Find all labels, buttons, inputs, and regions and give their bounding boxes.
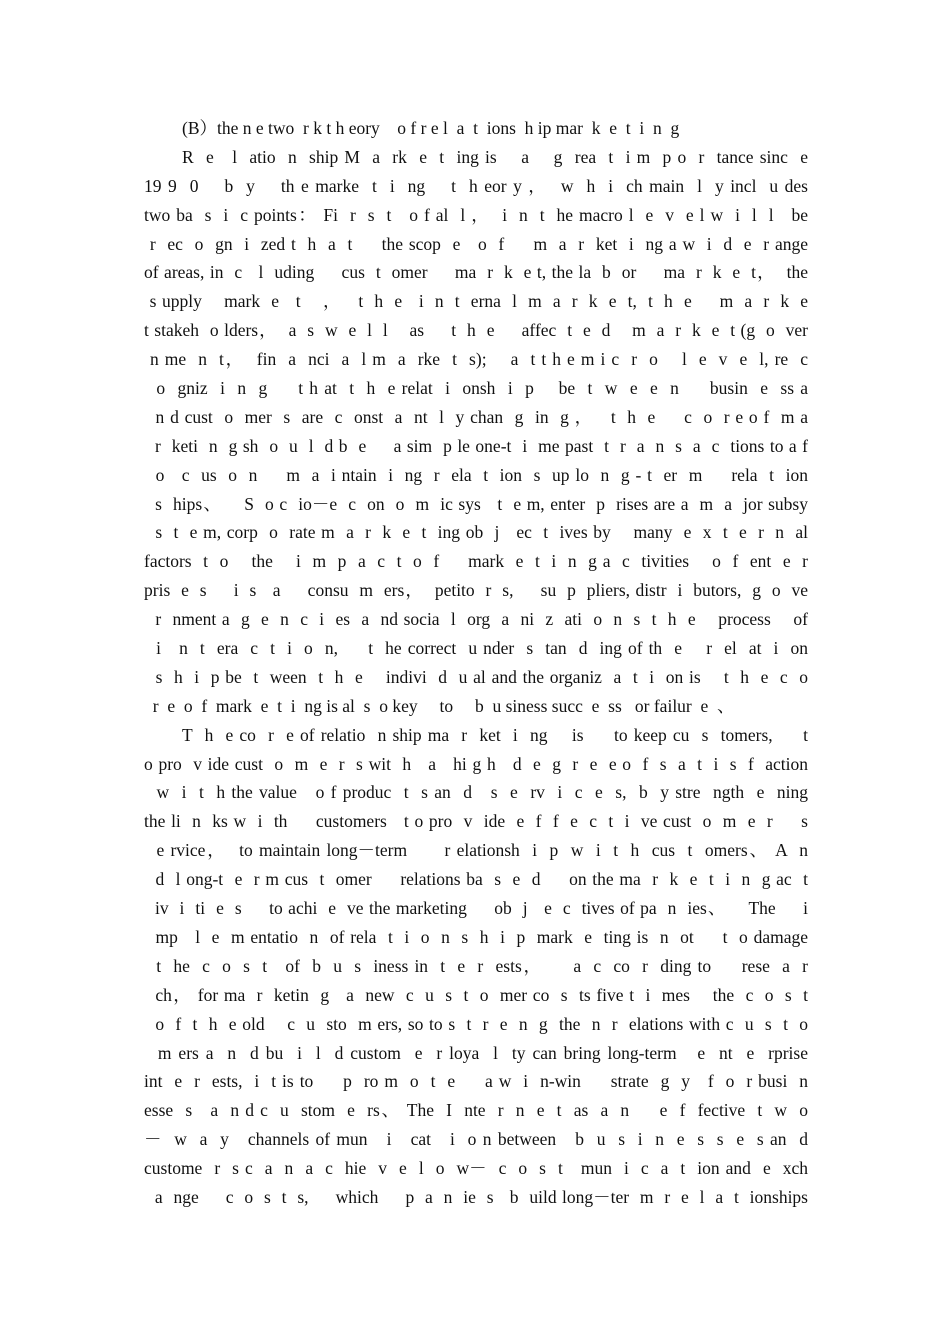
paragraph-1-line: s t e m, corp o rate m a r k e t ing ob j ec t ives by many e x t e r n al — [144, 522, 808, 543]
paragraph-2-line: esse s a n d c u stom e rs、 The I nte r n e t as a n e f fective t w o — [144, 1100, 808, 1121]
paragraph-1-line: r nment a g e n c i es a nd socia l org a ni z ati o n s t h e process of — [144, 609, 808, 630]
paragraph-2-line: t he c o s t of b u s iness in t e r ests， a c co r ding to rese a r — [144, 955, 808, 976]
paragraph-1-line: n me n t， fin a nci a l m a rke t s); a t t h e m i c r o l e v e l, re c — [144, 349, 808, 370]
paragraph-1-line: factors t o the i m p a c t o f mark e t i n g a c tivities o f ent e r — [144, 551, 808, 572]
paragraph-1-line: pris e s i s a consu m ers， petito r s, su p pliers, distr i butors, g o ve — [144, 580, 808, 601]
paragraph-1-line: r e o f mark e t i ng is al s o key to b u siness succ e ss or failur e 、 — [144, 695, 735, 716]
paragraph-1-line: s hips、 S o c io－e c on o m ic sys t e m, enter p rises are a m a jor subsy — [144, 493, 808, 514]
paragraph-2-line: the li n ks w i th customers t o pro v ide e f f e c t i ve cust o m e r s — [144, 811, 808, 832]
paragraph-1 — [144, 143, 808, 721]
paragraph-2-line: custome r s c a n a c hie v e l o w－ c o s t mun i c a t ion and e xch — [144, 1158, 808, 1179]
paragraph-1-line: t stakeh o lders， a s w e l l as t h e affec t e d m a r k e t (g o ver — [144, 320, 808, 341]
paragraph-2-line: T h e co r e of relatio n ship ma r ket i ng is to keep cu s tomers, t — [182, 724, 808, 745]
section-heading: (B）the n e two r k t h eory o f r e l a t ions h ip mar k e t i n g — [182, 118, 680, 138]
paragraph-1-line: of areas, in c l uding cus t omer ma r k e t, the la b or ma r k e t， the — [144, 262, 808, 283]
paragraph-2-line: － w a y channels of mun i cat i o n between b u s i n e s s e s an d — [144, 1129, 808, 1150]
paragraph-2-line: d l ong-t e r m cus t omer relations ba s e d on the ma r k e t i n g ac t — [144, 869, 808, 890]
paragraph-1-line: i n t era c t i o n, t he correct u nder s tan d ing of th e r el at i on — [144, 638, 808, 659]
paragraph-1-line: o c us o n m a i ntain i ng r ela t ion s up lo n g - t er m rela t ion — [144, 464, 808, 485]
paragraph-2-line: w i t h the value o f produc t s an d s e rv i c e s, b y stre ngth e ning — [144, 782, 808, 803]
paragraph-2 — [144, 721, 808, 1212]
paragraph-1-line: s h i p be t ween t h e indivi d u al and the organiz a t i on is t h e c o — [144, 666, 808, 687]
paragraph-1-line: R e l atio n ship M a rk e t ing is a g rea t i m p o r tance sinc e — [182, 146, 808, 167]
paragraph-1-line: r ec o gn i zed t h a t the scop e o f m a r ket i ng a w i d e r ange — [144, 233, 808, 254]
paragraph-1-line: s upply mark e t ， t h e i n t erna l m a r k e t, t h e m a r k e — [144, 291, 808, 312]
paragraph-2-line: o f t h e old c u sto m ers, so to s t r e n g the n r elations with c u s t o — [144, 1013, 808, 1034]
paragraph-2-line: mp l e m entatio n of rela t i o n s h i p mark e ting is n ot t o damage — [144, 926, 808, 947]
paragraph-1-line: r keti n g sh o u l d b e a sim p le one-t i me past t r a n s a c tions to a f — [144, 435, 808, 456]
paragraph-2-line: e rvice， to maintain long－term r elationsh i p w i t h cus t omers、 A n — [144, 840, 808, 861]
document-body — [144, 114, 808, 1212]
paragraph-1-line: o gniz i n g t h at t h e relat i onsh i p be t w e e n busin e ss a — [144, 378, 808, 399]
paragraph-2-line: iv i ti e s to achi e ve the marketing ob j e c tives of pa n ies、 The i — [144, 898, 808, 919]
paragraph-2-line: ch， for ma r ketin g a new c u s t o mer co s ts five t i mes the c o s t — [144, 984, 808, 1005]
paragraph-2-line: m ers a n d bu i l d custom e r loya l ty can bring long-term e nt e rprise — [144, 1042, 808, 1063]
paragraph-2-line: int e r ests, i t is to p ro m o t e a w i n-win strate g y f o r busi n — [144, 1071, 808, 1092]
paragraph-2-line: o pro v ide cust o m e r s wit h a hi g h d e g r e e o f s a t i s f action — [144, 753, 808, 774]
paragraph-1-line: 19 9 0 b y th e marke t i ng t h eor y ， w h i ch main l y incl u des — [144, 175, 808, 196]
paragraph-1-line: two ba s i c points： Fi r s t o f al l ， i n t he macro l e v e l w i l l be — [144, 204, 808, 225]
paragraph-1-line: n d cust o mer s are c onst a nt l y chan g in g ， t h e c o r e o f m a — [144, 406, 808, 427]
paragraph-2-line: a nge c o s t s, which p a n ie s b uild long－ter m r e l a t ionships — [144, 1186, 808, 1207]
